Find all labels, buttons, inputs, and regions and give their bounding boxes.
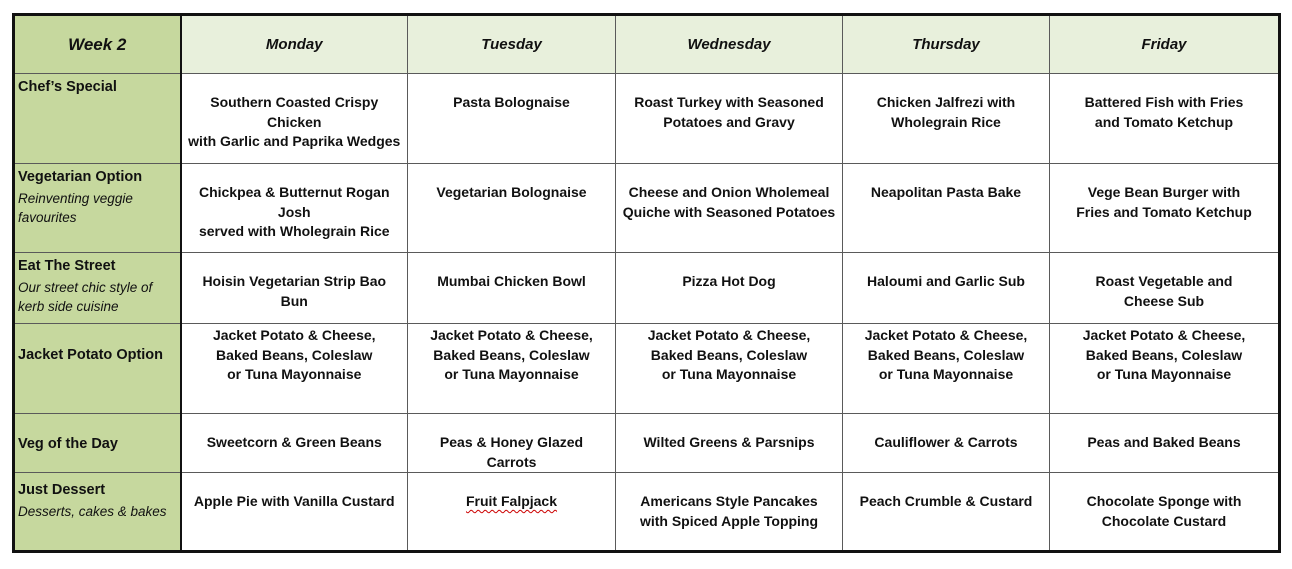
menu-item-text: Southern Coasted Crispy Chicken with Garlic and Paprika Wedges <box>188 94 401 149</box>
week-2-menu-table <box>12 13 1281 553</box>
menu-item-text: Cheese and Onion Wholemeal Quiche with Seasoned Potatoes <box>622 184 836 220</box>
menu-item-text: Jacket Potato & Cheese, Baked Beans, Coleslaw or Tuna Mayonnaise <box>1082 327 1246 382</box>
day-header-monday: Monday <box>181 15 408 74</box>
menu-item-text: Pizza Hot Dog <box>682 273 776 289</box>
menu-item-text: Wilted Greens & Parsnips <box>643 434 815 450</box>
table-row-jacket-potato-option <box>14 324 1280 414</box>
menu-cell-thursday <box>843 74 1050 164</box>
menu-item-text: Pasta Bolognaise <box>453 94 570 110</box>
menu-cell-wednesday <box>616 253 843 324</box>
table-row-eat-the-street <box>14 253 1280 324</box>
menu-cell-friday <box>1050 473 1280 552</box>
row-header-eat-the-street <box>14 253 181 324</box>
menu-item-text: Apple Pie with Vanilla Custard <box>193 493 395 509</box>
row-title: Jacket Potato Option <box>18 347 164 363</box>
menu-cell-monday <box>181 473 408 552</box>
menu-cell-thursday <box>843 414 1050 473</box>
day-header-wednesday: Wednesday <box>616 15 843 74</box>
menu-cell-wednesday <box>616 164 843 253</box>
row-header-just-dessert <box>14 473 181 552</box>
day-header-friday: Friday <box>1050 15 1280 74</box>
menu-item-text: Jacket Potato & Cheese, Baked Beans, Coleslaw or Tuna Mayonnaise <box>864 327 1028 382</box>
menu-cell-thursday <box>843 324 1050 414</box>
menu-cell-friday <box>1050 414 1280 473</box>
menu-item-text: Jacket Potato & Cheese, Baked Beans, Coleslaw or Tuna Mayonnaise <box>430 327 593 382</box>
row-title: Just Dessert <box>18 482 106 498</box>
table-row-just-dessert <box>14 473 1280 552</box>
menu-cell-wednesday <box>616 414 843 473</box>
menu-item-text: Battered Fish with Fries and Tomato Ketchup <box>1084 94 1244 130</box>
menu-item-text: Cauliflower & Carrots <box>874 434 1018 450</box>
row-subtitle: Desserts, cakes & bakes <box>18 503 167 519</box>
menu-item-text: Roast Vegetable and Cheese Sub <box>1095 273 1233 309</box>
table-row-vegetarian-option <box>14 164 1280 253</box>
menu-cell-tuesday <box>408 74 616 164</box>
menu-item-text: Chicken Jalfrezi with Wholegrain Rice <box>876 94 1016 130</box>
menu-item-text: Sweetcorn & Green Beans <box>206 434 382 450</box>
menu-cell-tuesday <box>408 414 616 473</box>
menu-cell-friday <box>1050 164 1280 253</box>
menu-item-text: Mumbai Chicken Bowl <box>437 273 586 289</box>
menu-item-text: Americans Style Pancakes with Spiced Apple Topping <box>639 493 819 529</box>
menu-cell-thursday <box>843 164 1050 253</box>
row-header-vegetarian-option <box>14 164 181 253</box>
menu-cell-monday <box>181 324 408 414</box>
menu-cell-tuesday <box>408 473 616 552</box>
menu-cell-thursday <box>843 473 1050 552</box>
menu-item-text: Chickpea & Butternut Rogan Josh served with Wholegrain Rice <box>198 184 390 239</box>
row-subtitle: Reinventing veggie favourites <box>18 190 133 225</box>
day-header-tuesday: Tuesday <box>408 15 616 74</box>
menu-cell-wednesday <box>616 473 843 552</box>
menu-cell-monday <box>181 74 408 164</box>
menu-cell-thursday <box>843 253 1050 324</box>
menu-item-text: Peas & Honey Glazed Carrots <box>439 434 584 470</box>
row-title: Vegetarian Option <box>18 169 143 185</box>
menu-cell-friday <box>1050 74 1280 164</box>
row-title: Eat The Street <box>18 258 116 274</box>
menu-cell-friday <box>1050 324 1280 414</box>
table-row-chefs-special <box>14 74 1280 164</box>
menu-cell-monday <box>181 414 408 473</box>
week-label: Week 2 <box>14 15 181 74</box>
menu-item-text: Vege Bean Burger with Fries and Tomato Ketchup <box>1076 184 1252 220</box>
menu-cell-friday <box>1050 253 1280 324</box>
menu-cell-tuesday <box>408 253 616 324</box>
menu-item-text: Peas and Baked Beans <box>1087 434 1241 450</box>
menu-cell-wednesday <box>616 324 843 414</box>
row-title: Veg of the Day <box>18 436 118 452</box>
menu-item-text: Neapolitan Pasta Bake <box>870 184 1022 200</box>
menu-cell-monday <box>181 164 408 253</box>
menu-cell-monday <box>181 253 408 324</box>
menu-cell-tuesday <box>408 164 616 253</box>
row-title: Chef’s Special <box>18 79 117 95</box>
menu-item-text: Jacket Potato & Cheese, Baked Beans, Coleslaw or Tuna Mayonnaise <box>212 327 376 382</box>
menu-item-text: Vegetarian Bolognaise <box>436 184 587 200</box>
day-header-thursday: Thursday <box>843 15 1050 74</box>
row-header-veg-of-the-day <box>14 414 181 473</box>
row-header-chefs-special <box>14 74 181 164</box>
header-row <box>14 15 1280 74</box>
menu-item-text: Haloumi and Garlic Sub <box>867 273 1025 289</box>
menu-cell-tuesday <box>408 324 616 414</box>
menu-item-text: Hoisin Vegetarian Strip Bao Bun <box>202 273 387 309</box>
row-subtitle: Our street chic style of kerb side cuisine <box>18 279 153 314</box>
menu-item-text: Jacket Potato & Cheese, Baked Beans, Coleslaw or Tuna Mayonnaise <box>647 327 811 382</box>
row-header-jacket-potato-option <box>14 324 181 414</box>
menu-item-text: Fruit Falpjack <box>465 493 558 509</box>
menu-item-text: Roast Turkey with Seasoned Potatoes and Gravy <box>634 94 824 130</box>
menu-cell-wednesday <box>616 74 843 164</box>
table-row-veg-of-the-day <box>14 414 1280 473</box>
menu-item-text: Peach Crumble & Custard <box>859 493 1033 509</box>
menu-item-text: Chocolate Sponge with Chocolate Custard <box>1086 493 1242 529</box>
